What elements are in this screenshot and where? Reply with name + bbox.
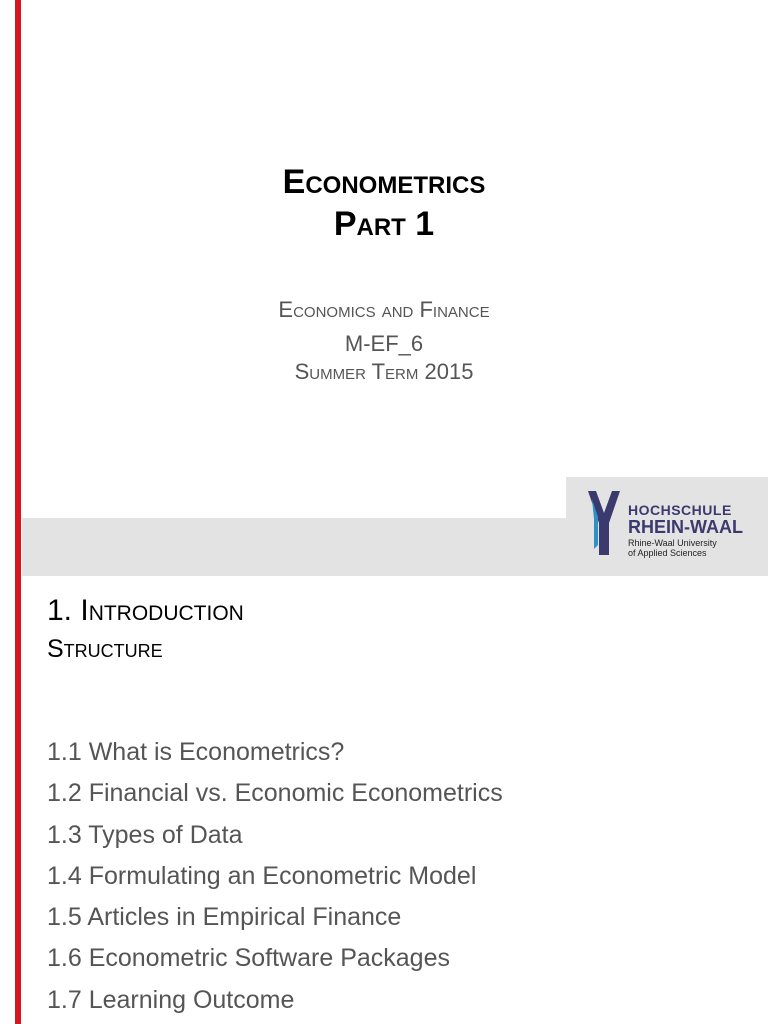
list-item: 1.2 Financial vs. Economic Econometrics [47, 779, 503, 808]
list-item: 1.1 What is Econometrics? [47, 738, 345, 766]
section-subheading: Structure [47, 635, 163, 663]
list-item: 1.7 Learning Outcome [47, 985, 295, 1014]
list-item: 1.6 Econometric Software Packages [47, 944, 450, 973]
outline-list [47, 732, 503, 1021]
logo-text [628, 503, 743, 558]
list-item: 1.5 Articles in Empirical Finance [47, 903, 402, 932]
slide-title: Econometrics [282, 163, 486, 201]
course-code: M-EF_6 [344, 331, 424, 356]
logo-line-1: HOCHSCHULE [628, 502, 732, 518]
slide-title-part: Part 1 [333, 205, 435, 243]
university-logo [566, 477, 768, 576]
section-heading: 1. Introduction [47, 594, 244, 627]
logo-line-2: RHEIN-WAAL [628, 517, 743, 537]
structure-slide [0, 576, 768, 1024]
logo-line-4: of Applied Sciences [628, 548, 707, 558]
list-item: 1.3 Types of Data [47, 820, 243, 849]
university-logo-icon [584, 489, 624, 557]
logo-line-3: Rhine-Waal University [628, 538, 717, 548]
program-name: Economics and Finance [278, 297, 490, 322]
list-item: 1.4 Formulating an Econometric Model [47, 861, 477, 890]
term-label: Summer Term 2015 [294, 359, 474, 384]
